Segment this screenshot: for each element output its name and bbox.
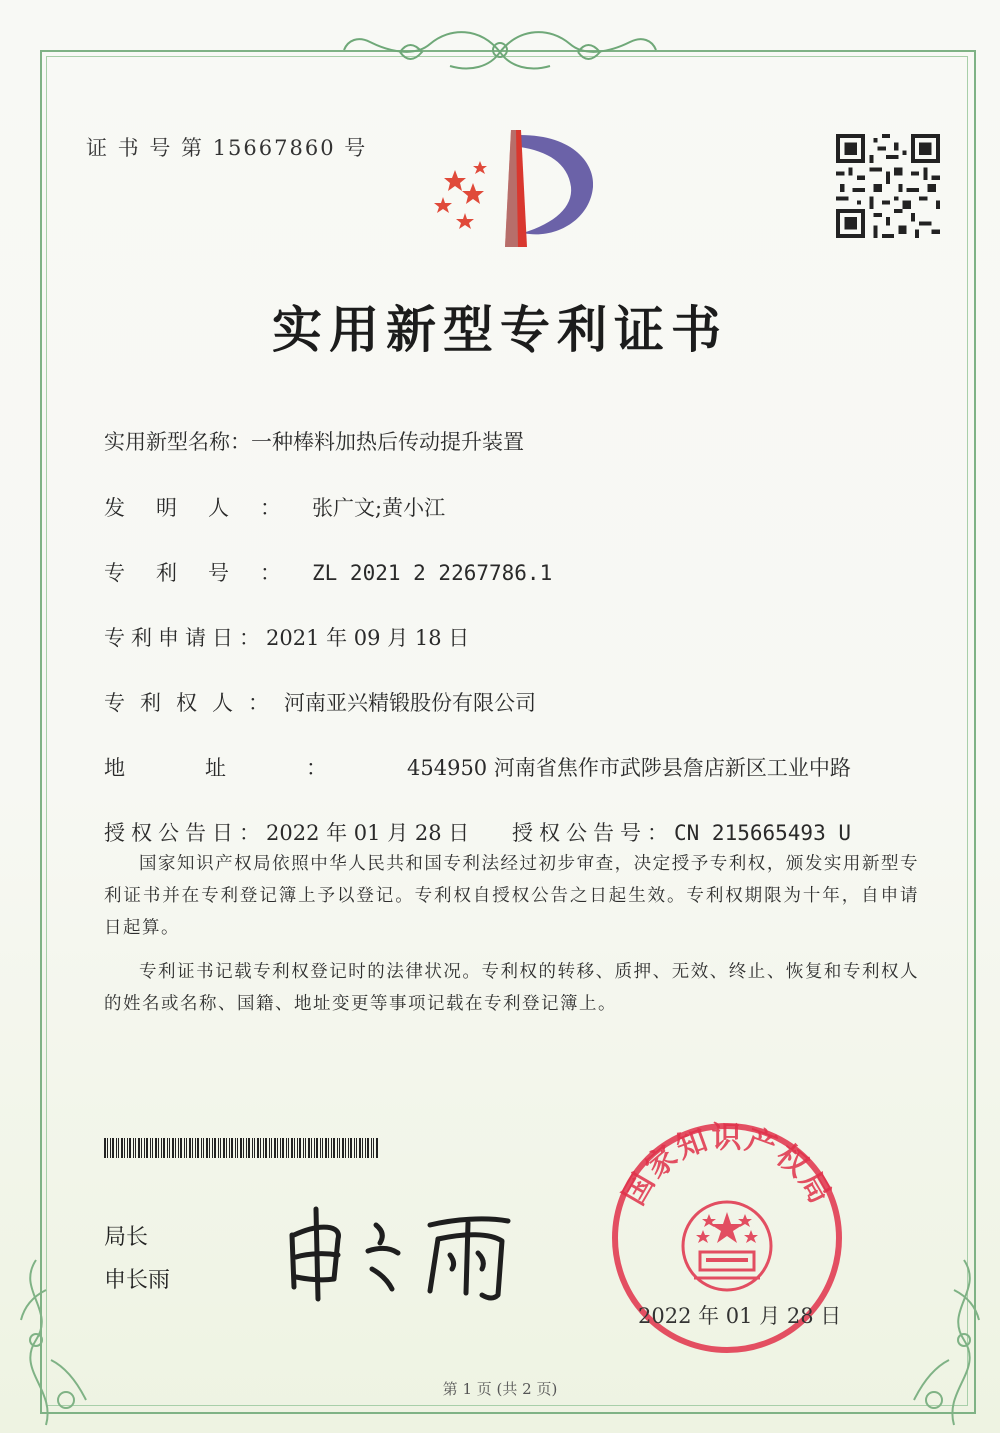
barcode-icon: [104, 1138, 380, 1158]
patent-number-label: 专利号：: [104, 561, 312, 585]
director-title: 局长: [104, 1225, 149, 1250]
patentee-label: 专利权人：: [104, 691, 284, 715]
top-ornament: [340, 22, 660, 80]
page-indicator: 第 1 页 (共 2 页): [442, 1380, 558, 1398]
filing-date-row: [104, 622, 469, 652]
grant-date-value: 2022 年 01 月 28 日: [266, 821, 470, 845]
patentee-value: 河南亚兴精锻股份有限公司: [284, 691, 536, 715]
legal-paragraph-2: 专利证书记载专利权登记时的法律状况。专利权的转移、质押、无效、终止、恢复和专利权人的姓名或名称、国籍、地址变更等事项记载在专利登记簿上。: [104, 962, 919, 1014]
seal-text: 国家知识产权局: [616, 1120, 839, 1212]
utility-model-name-row: [104, 426, 524, 456]
grant-number-row: [512, 817, 851, 847]
filing-date-value: 2021 年 09 月 18 日: [266, 626, 470, 650]
utility-model-name-label: 实用新型名称：: [104, 430, 251, 454]
legal-paragraph-1: 国家知识产权局依照中华人民共和国专利法经过初步审查，决定授予专利权，颁发实用新型专利证书并在专利登记簿上予以登记。专利权自授权公告之日起生效。专利权期限为十年，自申请日起算。: [104, 854, 919, 938]
grant-number-value: CN 215665493 U: [674, 821, 852, 845]
qr-code-icon: [836, 134, 940, 238]
address-row: [104, 752, 851, 782]
inventor-row: [104, 492, 445, 522]
cnipa-emblem-icon: [425, 125, 600, 250]
filing-date-label: 专利申请日：: [104, 626, 266, 650]
utility-model-name-value: 一种棒料加热后传动提升装置: [251, 430, 524, 454]
director-name: 申长雨: [104, 1268, 171, 1293]
corner-ornament-bottom-right: [884, 1250, 994, 1430]
svg-text:国家知识产权局: [617, 1121, 839, 1212]
inventor-label: 发明人：: [104, 496, 312, 520]
corner-ornament-bottom-left: [6, 1250, 116, 1430]
certificate-title: 实用新型专利证书: [272, 300, 728, 359]
national-emblem-icon: [683, 1202, 771, 1290]
grant-date-row: [104, 817, 469, 847]
patent-number-value: ZL 2021 2 2267786.1: [312, 561, 553, 585]
address-label: 地址：: [104, 756, 407, 780]
seal-date: 2022 年 01 月 28 日: [638, 1304, 842, 1328]
grant-number-label: 授权公告号：: [512, 821, 674, 845]
handwritten-signature: [280, 1195, 520, 1305]
address-value: 454950 河南省焦作市武陟县詹店新区工业中路: [407, 756, 851, 780]
patent-number-row: [104, 557, 552, 587]
grant-date-label: 授权公告日：: [104, 821, 266, 845]
certificate-number: 证 书 号 第 15667860 号: [86, 136, 368, 160]
patentee-row: [104, 687, 536, 717]
inventor-value: 张广文;黄小江: [312, 496, 446, 520]
